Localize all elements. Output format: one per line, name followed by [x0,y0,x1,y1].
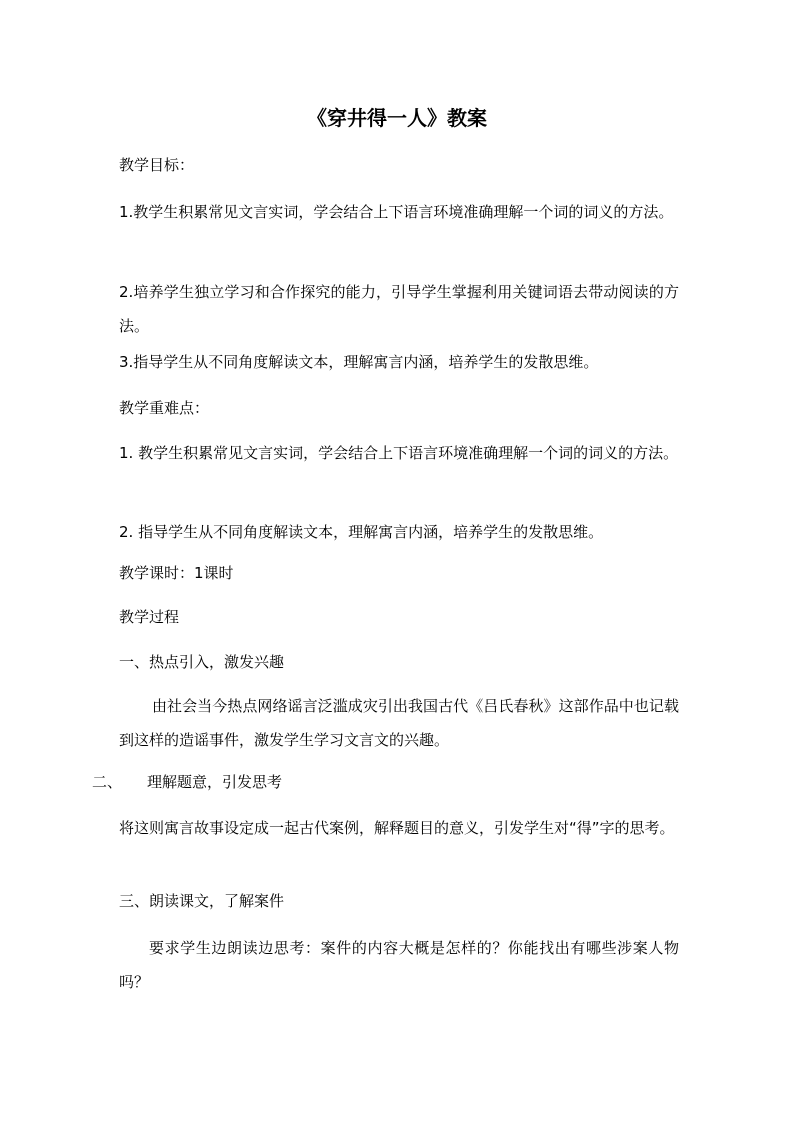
section-3-heading: 三、朗读课文，了解案件 [119,892,285,910]
goal-item-3: 3.指导学生从不同角度解读文本，理解寓言内涵，培养学生的发散思维。 [119,353,599,371]
key-point-item-1: 1. 教学生积累常见文言实词，学会结合上下语言环境准确理解一个词的词义的方法。 [119,444,679,462]
section-2-text: 将这则寓言故事设定成一起古代案例，解释题目的意义，引发学生对“得”字的思考。 [119,819,675,837]
page-title: 《穿井得一人》教案 [307,106,487,130]
goal-item-1: 1.教学生积累常见文言实词，学会结合上下语言环境准确理解一个词的词义的方法。 [119,203,674,221]
section-1-heading: 一、热点引入，激发兴趣 [119,653,285,671]
class-hours: 教学课时：1课时 [119,564,234,582]
goal-item-2: 2.培养学生独立学习和合作探究的能力，引导学生掌握利用关键词语去带动阅读的方法。 [119,283,679,335]
section-3-text: 要求学生边朗读边思考：案件的内容大概是怎样的？你能找出有哪些涉案人物吗？ [119,939,679,991]
section-1-text: 由社会当今热点网络谣言泛滥成灾引出我国古代《吕氏春秋》这部作品中也记载到这样的造谣事件，激发学生学习文言文的兴趣。 [119,697,679,749]
section-2-title: 理解题意，引发思考 [147,773,283,791]
key-points-heading: 教学重难点： [119,399,210,417]
section-2-number: 二、 [92,773,123,791]
key-point-item-2: 2. 指导学生从不同角度解读文本，理解寓言内涵，培养学生的发散思维。 [119,523,604,541]
goals-heading: 教学目标： [119,156,195,174]
process-heading: 教学过程 [119,608,180,626]
